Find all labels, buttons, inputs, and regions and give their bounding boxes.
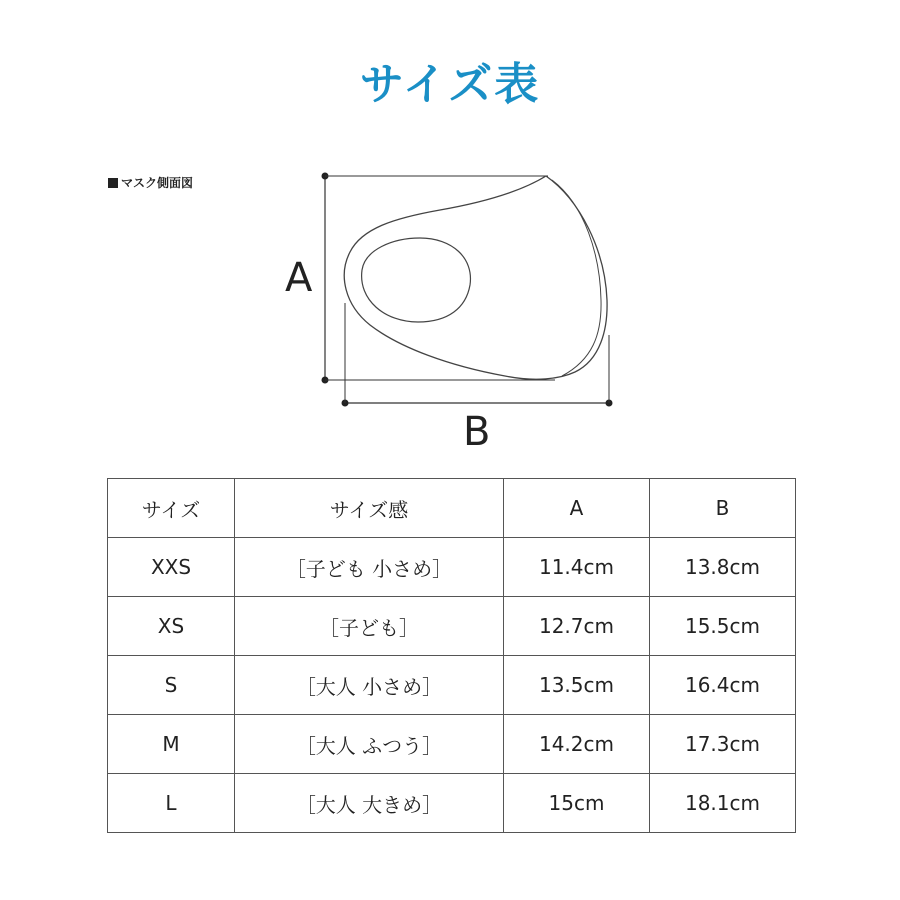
cell-b: 16.4cm (650, 656, 796, 715)
dimension-label-a: A (285, 255, 313, 301)
cell-b: 13.8cm (650, 538, 796, 597)
header-size: サイズ (108, 479, 235, 538)
cell-size-feel: ［大人 小さめ］ (235, 656, 504, 715)
cell-size: M (108, 715, 235, 774)
cell-size-feel: ［大人 大きめ］ (235, 774, 504, 833)
cell-size: XS (108, 597, 235, 656)
table-row (108, 597, 796, 656)
cell-b: 17.3cm (650, 715, 796, 774)
mask-ear-hole (362, 238, 471, 322)
table-row (108, 538, 796, 597)
cell-size: XXS (108, 538, 235, 597)
header-a: A (504, 479, 650, 538)
cell-b: 15.5cm (650, 597, 796, 656)
size-table (107, 478, 796, 833)
dimension-label-b: B (463, 409, 491, 455)
cell-a: 13.5cm (504, 656, 650, 715)
cell-a: 11.4cm (504, 538, 650, 597)
table-header-row (108, 479, 796, 538)
header-size-feel: サイズ感 (235, 479, 504, 538)
table-row (108, 715, 796, 774)
cell-size: L (108, 774, 235, 833)
cell-b: 18.1cm (650, 774, 796, 833)
cell-a: 12.7cm (504, 597, 650, 656)
table-row (108, 656, 796, 715)
cell-a: 14.2cm (504, 715, 650, 774)
cell-size-feel: ［大人 ふつう］ (235, 715, 504, 774)
diagram-label-text: マスク側面図 (121, 176, 194, 190)
cell-size-feel: ［子ども 小さめ］ (235, 538, 504, 597)
header-b: B (650, 479, 796, 538)
page-title: サイズ表 (359, 59, 541, 110)
table-row (108, 774, 796, 833)
cell-a: 15cm (504, 774, 650, 833)
cell-size-feel: ［子ども］ (235, 597, 504, 656)
cell-size: S (108, 656, 235, 715)
